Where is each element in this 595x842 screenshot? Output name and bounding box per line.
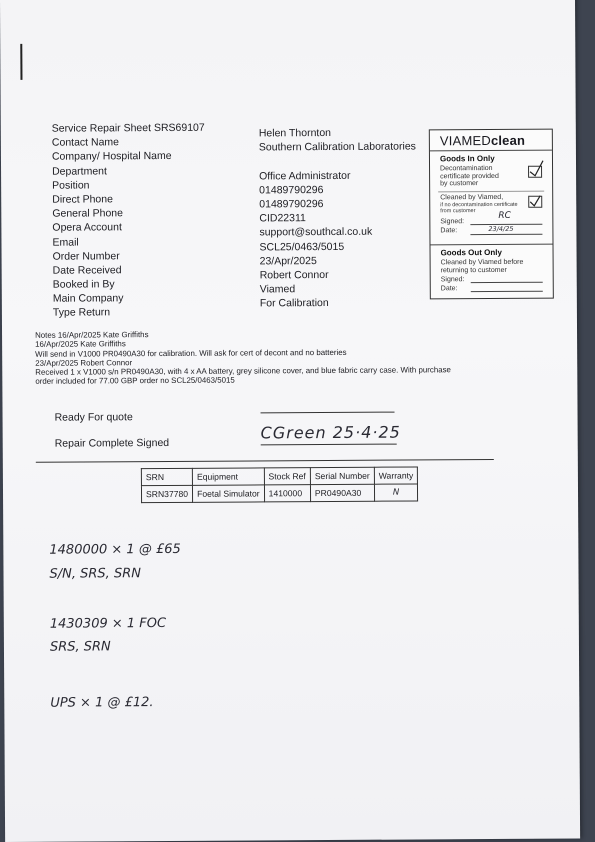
- field-value: 01489790296: [259, 183, 324, 197]
- field-value: CID22311: [259, 212, 306, 225]
- decon-line: by customer: [440, 180, 479, 188]
- signed-label: Signed:: [440, 218, 465, 226]
- field-label: Email: [52, 236, 79, 249]
- table-cell: SRN37780: [141, 485, 192, 502]
- complete-signature-line: [261, 444, 397, 446]
- tick-mark-icon: [528, 160, 544, 178]
- cleaned-line: from customer: [440, 208, 476, 215]
- field-value: SCL25/0463/5015: [259, 240, 345, 253]
- field-label: General Phone: [52, 207, 123, 220]
- field-value: 23/Apr/2025: [259, 254, 317, 268]
- table-cell: Foetal Simulator: [193, 485, 265, 502]
- goods-out-heading: Goods Out Only: [440, 247, 502, 258]
- field-label: Department: [52, 164, 107, 178]
- decon-line: Decontamination: [440, 164, 493, 173]
- goods-in-heading: Goods In Only: [439, 153, 495, 164]
- handwritten-line: 1430309 × 1 FOC: [49, 615, 167, 632]
- handwritten-line: SRS, SRN: [49, 639, 111, 655]
- cleaned-line: Cleaned by Viamed,: [440, 193, 504, 202]
- field-value: Helen Thornton: [258, 126, 332, 140]
- field-value-column: [259, 125, 417, 310]
- note-line: Notes 16/Apr/2025 Kate Griffiths: [35, 330, 149, 340]
- field-label: Type Return: [52, 306, 111, 320]
- table-header: Warranty: [374, 467, 418, 484]
- stamp-separator: [438, 191, 544, 193]
- table-header: Equipment: [192, 468, 264, 485]
- ready-for-quote-label: Ready For quote: [54, 411, 133, 424]
- table-header: SRN: [141, 468, 192, 485]
- field-value: Robert Connor: [259, 268, 329, 282]
- goods-out-text: [441, 259, 524, 275]
- brand-part: VIAMED: [439, 133, 491, 149]
- repair-complete-label: Repair Complete Signed: [54, 436, 170, 450]
- notes-block: [35, 328, 451, 386]
- date-handwritten: 23/4/25: [488, 224, 514, 234]
- note-line: Received 1 x V1000 s/n PR0490A30, with 4 x AA battery, grey silicone cover, and blue fabric carry case. With purchase: [35, 365, 451, 377]
- signed-label-2: Signed:: [440, 276, 465, 284]
- section-divider: [36, 459, 494, 463]
- note-line: Will send in V1000 PR0490A30 for calibration. Will ask for cert of decont and no batteries: [35, 347, 347, 359]
- goods-out-line: returning to customer: [440, 266, 507, 274]
- field-value: For Calibration: [259, 297, 329, 310]
- margin-mark: [20, 44, 22, 80]
- field-label: Booked in By: [52, 278, 115, 291]
- date-label-2: Date:: [440, 285, 458, 293]
- field-value: Southern Calibration Laboratories: [258, 140, 416, 154]
- table-row: [141, 484, 417, 503]
- field-label: Position: [52, 179, 90, 192]
- date-line: [470, 234, 542, 235]
- field-value: [259, 154, 416, 169]
- date-label: Date:: [440, 227, 458, 235]
- field-value: Viamed: [259, 283, 296, 296]
- brand-part-bold: clean: [490, 132, 526, 149]
- tick-mark-icon: [528, 194, 542, 208]
- field-label: Opera Account: [52, 221, 122, 234]
- table-cell: PR0490A30: [310, 484, 374, 501]
- signed-line-2: [471, 282, 543, 283]
- table-header: Serial Number: [310, 467, 374, 484]
- date-line-2: [471, 291, 543, 292]
- field-label: Main Company: [52, 292, 124, 305]
- handwritten-line: S/N, SRS, SRN: [49, 566, 141, 582]
- handwritten-line: 1480000 × 1 @ £65: [49, 541, 181, 558]
- note-line: 16/Apr/2025 Kate Griffiths: [35, 339, 126, 350]
- field-label-column: [52, 121, 206, 321]
- field-label: Contact Name: [51, 136, 120, 149]
- repair-signature: CGreen 25·4·25: [260, 422, 401, 443]
- table-header: Stock Ref: [264, 468, 310, 485]
- cleaned-line: if no decontamination certificate: [440, 201, 518, 208]
- stamp-divider: [431, 244, 553, 246]
- table-cell: N: [374, 484, 418, 501]
- field-value: Office Administrator: [259, 169, 351, 182]
- note-line: 23/Apr/2025 Robert Connor: [35, 358, 133, 368]
- field-value: support@southcal.co.uk: [259, 226, 373, 239]
- equipment-table: [141, 466, 419, 503]
- table-cell: 1410000: [264, 485, 310, 502]
- field-label: Direct Phone: [52, 193, 113, 206]
- field-value: 01489790296: [259, 197, 324, 211]
- decon-text: [440, 165, 499, 188]
- ready-signature-line: [261, 412, 395, 414]
- decontamination-stamp: [429, 129, 554, 300]
- stamp-divider: [430, 150, 552, 152]
- field-label: Order Number: [52, 249, 120, 263]
- handwritten-line: UPS × 1 @ £12.: [50, 695, 154, 711]
- sheet-title: Service Repair Sheet SRS69107: [51, 121, 205, 135]
- field-label: Company/ Hospital Name: [51, 150, 172, 164]
- table-header-row: [141, 467, 417, 486]
- decon-line: certificate provided: [440, 172, 499, 180]
- signed-initials: RC: [498, 210, 511, 221]
- stamp-brand: [440, 133, 525, 149]
- note-line: order included for 77.00 GBP order no SCL25/0463/5015: [35, 376, 235, 387]
- field-label: Date Received: [52, 264, 122, 277]
- goods-out-line: Cleaned by Viamed before: [440, 258, 524, 267]
